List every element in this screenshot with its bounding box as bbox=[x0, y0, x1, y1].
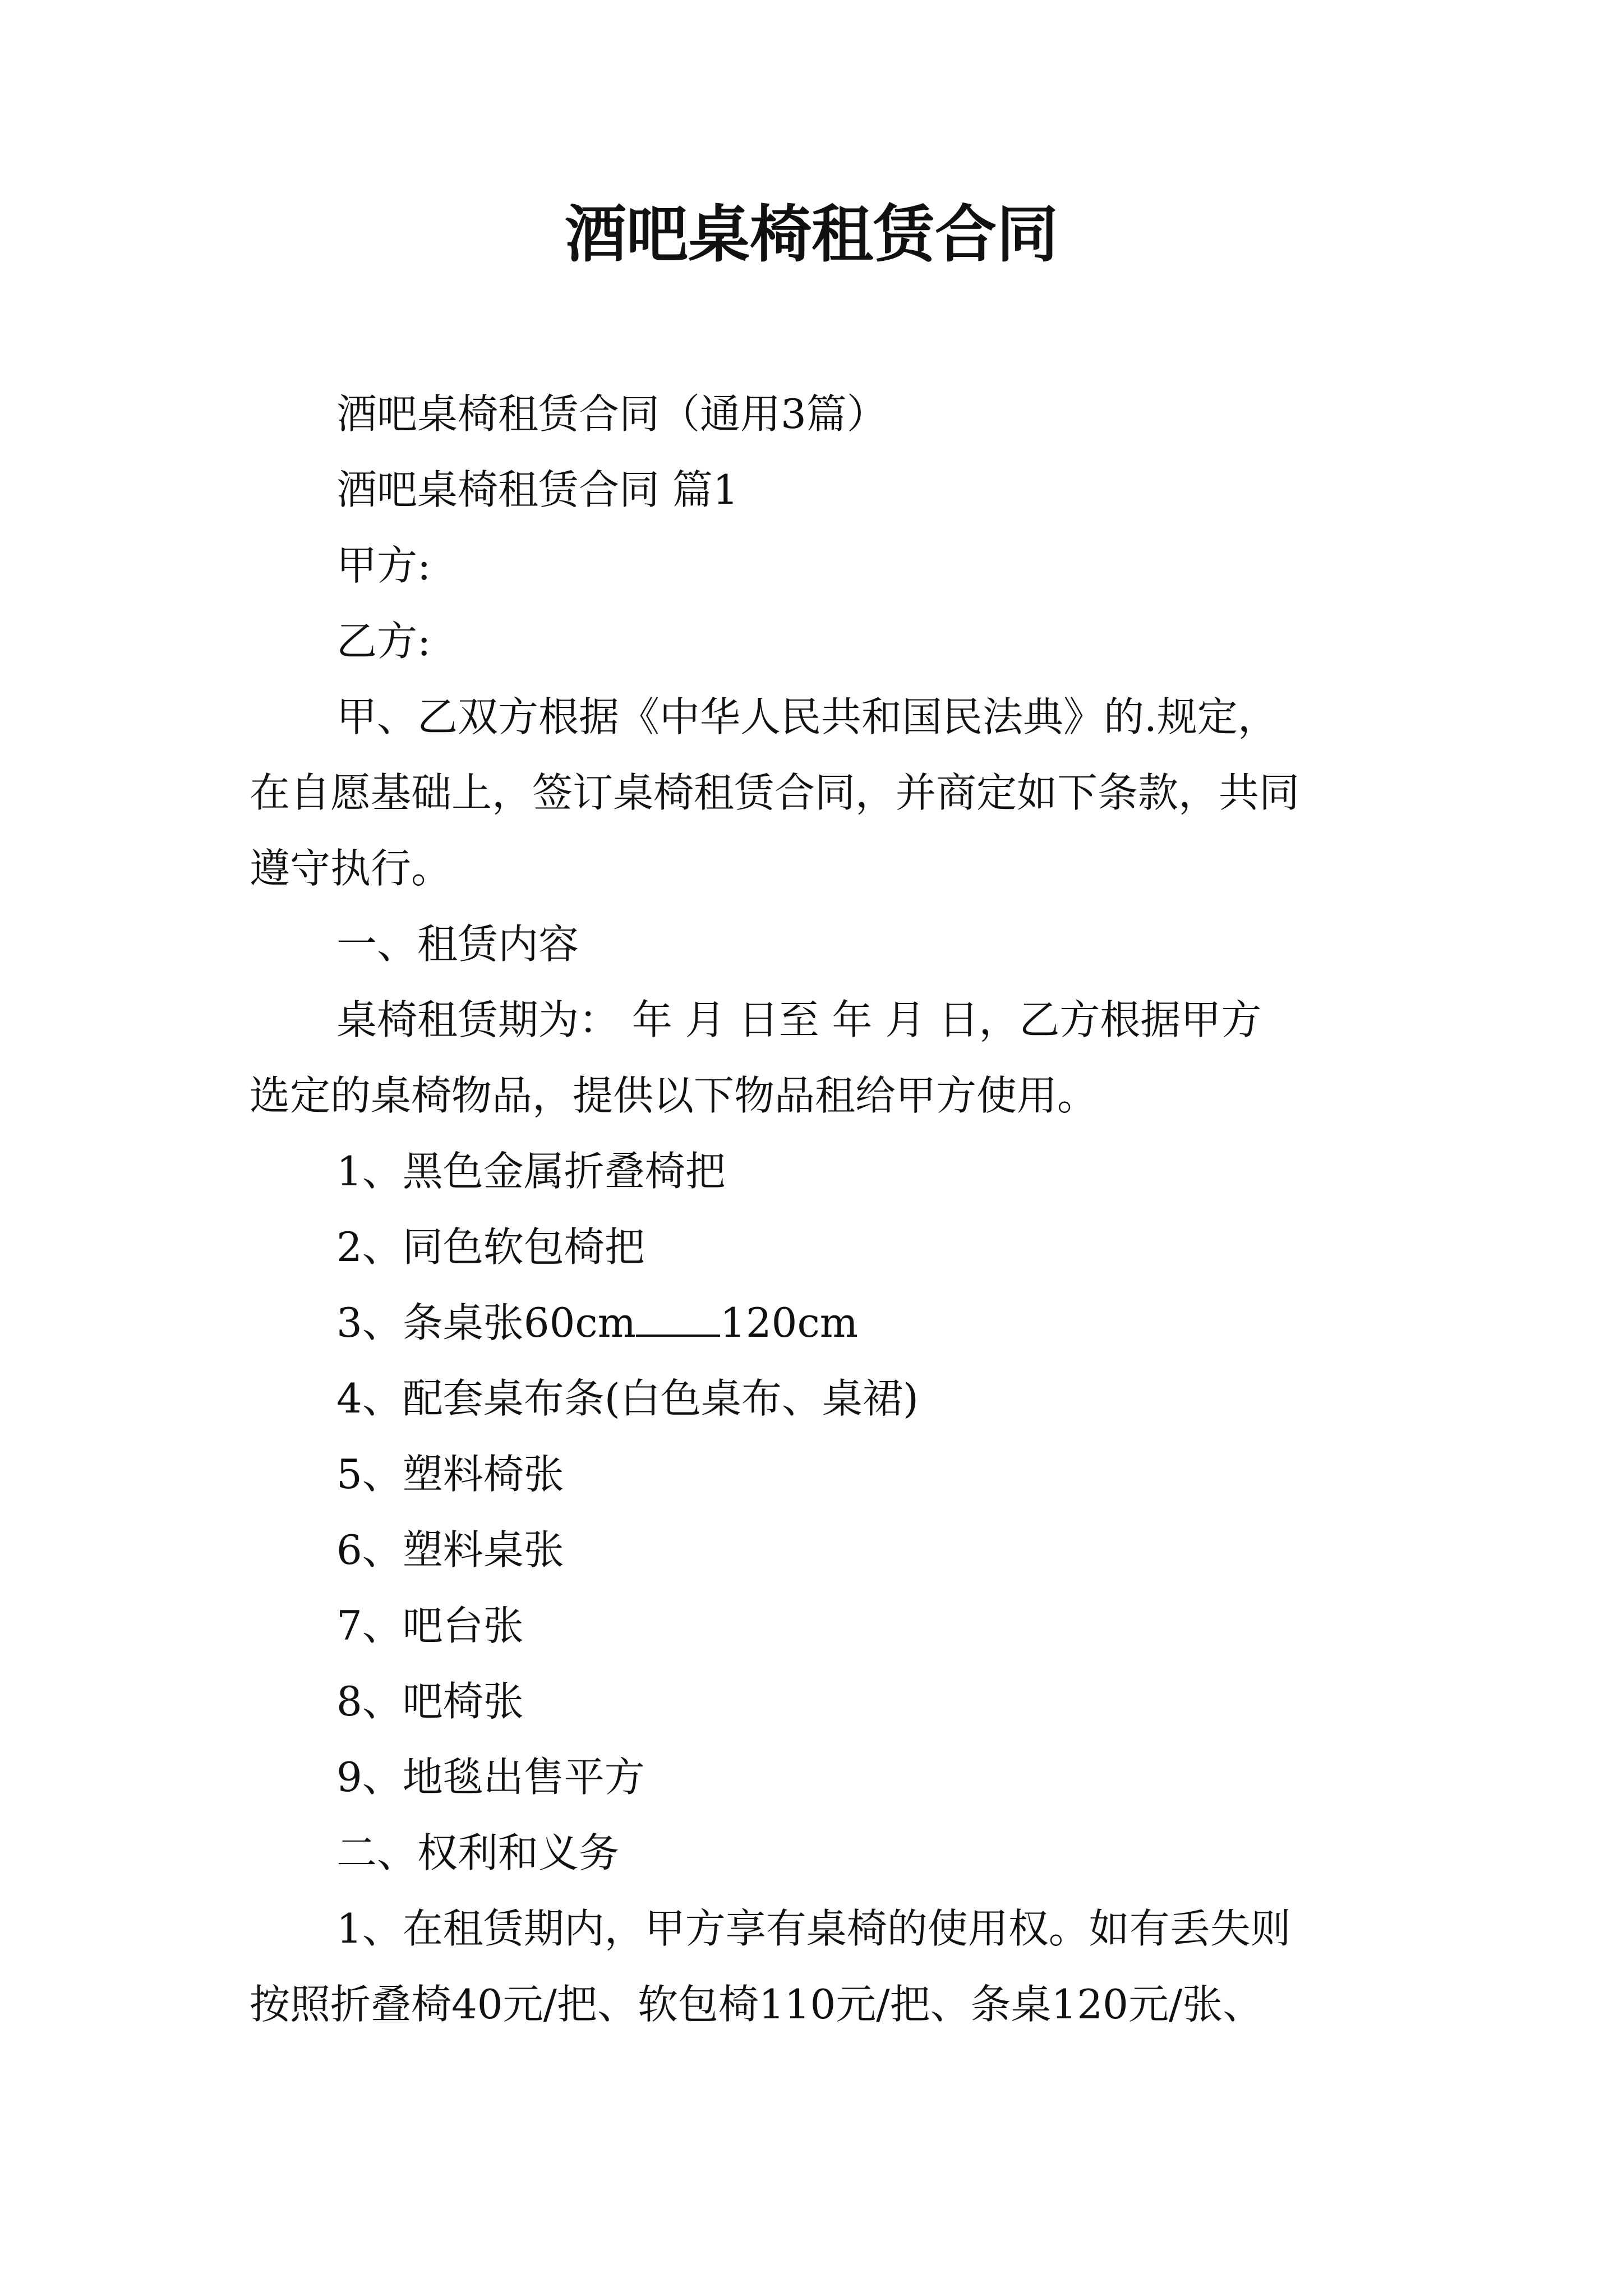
intro-line-1: 甲、乙双方根据《中华人民共和国民法典》的.规定， bbox=[336, 693, 1278, 740]
list-item: 7、吧台张 bbox=[336, 1602, 524, 1649]
lease-period-line-1: 桌椅租赁期为： 年 月 日至 年 月 日，乙方根据甲方 bbox=[336, 996, 1262, 1043]
list-item: 5、塑料椅张 bbox=[336, 1451, 564, 1498]
blank-underline bbox=[636, 1295, 720, 1337]
list-item: 4、配套桌布条(白色桌布、桌裙) bbox=[336, 1375, 919, 1422]
party-b-label: 乙方: bbox=[336, 618, 431, 665]
list-item: 9、地毯出售平方 bbox=[336, 1754, 645, 1801]
party-a-label: 甲方: bbox=[336, 542, 431, 589]
list-item: 6、塑料桌张 bbox=[336, 1526, 564, 1573]
item-3-text: 3、条桌张60cm bbox=[336, 1299, 637, 1346]
item-3-suffix: 120cm bbox=[720, 1299, 859, 1346]
intro-line-3: 遵守执行。 bbox=[250, 845, 452, 892]
section-heading: 酒吧桌椅租赁合同 篇1 bbox=[336, 466, 739, 513]
list-item: 1、黑色金属折叠椅把 bbox=[336, 1148, 726, 1195]
section-1-title: 一、租赁内容 bbox=[336, 921, 579, 968]
document-subtitle: 酒吧桌椅租赁合同（通用3篇） bbox=[336, 390, 887, 438]
list-item bbox=[336, 1295, 858, 1351]
rights-line-1: 1、在租赁期内，甲方享有桌椅的使用权。如有丢失则 bbox=[336, 1905, 1291, 1952]
lease-period-line-2: 选定的桌椅物品，提供以下物品租给甲方使用。 bbox=[250, 1072, 1098, 1119]
list-item: 2、同色软包椅把 bbox=[336, 1223, 645, 1271]
rights-line-2: 按照折叠椅40元/把、软包椅110元/把、条桌120元/张、 bbox=[250, 1981, 1264, 2028]
intro-line-2: 在自愿基础上，签订桌椅租赁合同，并商定如下条款，共同 bbox=[250, 769, 1300, 816]
document-title: 酒吧桌椅租赁合同 bbox=[565, 198, 1058, 270]
section-2-title: 二、权利和义务 bbox=[336, 1829, 620, 1876]
list-item: 8、吧椅张 bbox=[336, 1678, 524, 1725]
